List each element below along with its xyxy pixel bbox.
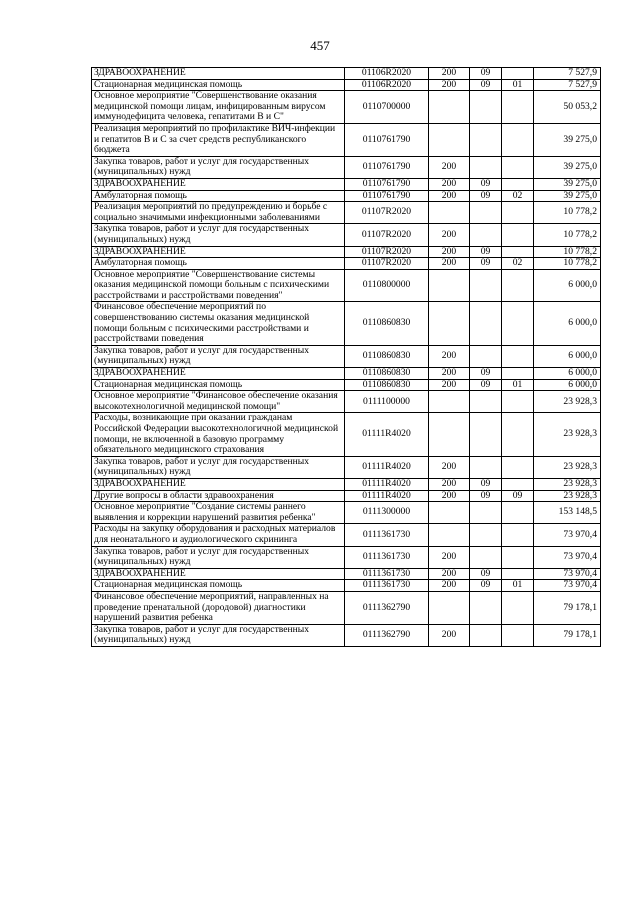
row-amount-cell: 79 178,1 [534, 591, 601, 624]
row-pr-cell [502, 391, 534, 413]
row-code-cell: 01111R4020 [345, 478, 429, 490]
row-code-cell: 0111361730 [345, 568, 429, 580]
table-row [92, 624, 601, 646]
table-row [92, 502, 601, 524]
row-rz-cell: 09 [470, 79, 502, 91]
row-vr-cell: 200 [429, 79, 470, 91]
row-name-cell: Стационарная медицинская помощь [92, 79, 345, 91]
row-code-cell: 0110800000 [345, 269, 429, 302]
row-vr-cell: 200 [429, 156, 470, 178]
row-amount-cell: 7 527,9 [534, 79, 601, 91]
row-amount-cell: 73 970,4 [534, 568, 601, 580]
row-rz-cell [470, 345, 502, 367]
row-amount-cell: 23 928,3 [534, 413, 601, 456]
row-name-cell: Расходы, возникающие при оказании гражданам Российской Федерации высокотехнологичной медицинской помощи, не включенной в базовую программу обязательного медицинского страхования [92, 413, 345, 456]
row-rz-cell: 09 [470, 246, 502, 258]
table-row [92, 345, 601, 367]
row-code-cell: 0110700000 [345, 91, 429, 124]
row-vr-cell [429, 391, 470, 413]
row-name-cell: Финансовое обеспечение мероприятий по совершенствованию системы оказания медицинской помощи больным с психическими расстройствами и расстройствами поведения [92, 302, 345, 345]
table-row [92, 224, 601, 246]
row-code-cell: 01107R2020 [345, 246, 429, 258]
row-code-cell: 01111R4020 [345, 413, 429, 456]
row-rz-cell: 09 [470, 478, 502, 490]
row-rz-cell [470, 123, 502, 156]
table-row [92, 156, 601, 178]
row-vr-cell: 200 [429, 546, 470, 568]
table-row [92, 302, 601, 345]
budget-table [91, 67, 601, 647]
row-rz-cell [470, 91, 502, 124]
table-row [92, 246, 601, 258]
row-vr-cell: 200 [429, 368, 470, 380]
row-code-cell: 0111361730 [345, 546, 429, 568]
row-amount-cell: 39 275,0 [534, 178, 601, 190]
row-name-cell: Амбулаторная помощь [92, 190, 345, 202]
row-name-cell: Закупка товаров, работ и услуг для государственных (муниципальных) нужд [92, 546, 345, 568]
table-row [92, 190, 601, 202]
row-name-cell: ЗДРАВООХРАНЕНИЕ [92, 178, 345, 190]
row-vr-cell [429, 502, 470, 524]
budget-table-body [92, 68, 601, 647]
row-amount-cell: 6 000,0 [534, 368, 601, 380]
row-amount-cell: 73 970,4 [534, 524, 601, 546]
row-name-cell: Закупка товаров, работ и услуг для государственных (муниципальных) нужд [92, 345, 345, 367]
row-rz-cell: 09 [470, 190, 502, 202]
row-name-cell: Другие вопросы в области здравоохранения [92, 490, 345, 502]
row-vr-cell: 200 [429, 568, 470, 580]
row-name-cell: Реализация мероприятий по предупреждению и борьбе с социально значимыми инфекционными заболеваниями [92, 202, 345, 224]
row-name-cell: Амбулаторная помощь [92, 258, 345, 270]
row-name-cell: ЗДРАВООХРАНЕНИЕ [92, 68, 345, 80]
row-vr-cell: 200 [429, 345, 470, 367]
row-vr-cell: 200 [429, 580, 470, 592]
row-rz-cell [470, 391, 502, 413]
row-amount-cell: 23 928,3 [534, 456, 601, 478]
row-pr-cell [502, 246, 534, 258]
row-vr-cell: 200 [429, 379, 470, 391]
row-vr-cell: 200 [429, 178, 470, 190]
row-amount-cell: 73 970,4 [534, 546, 601, 568]
table-row [92, 91, 601, 124]
row-rz-cell: 09 [470, 368, 502, 380]
row-vr-cell: 200 [429, 190, 470, 202]
row-code-cell: 0110860830 [345, 345, 429, 367]
row-amount-cell: 79 178,1 [534, 624, 601, 646]
row-name-cell: Реализация мероприятий по профилактике ВИЧ-инфекции и гепатитов B и C за счет средств республиканского бюджета [92, 123, 345, 156]
row-vr-cell [429, 524, 470, 546]
table-row [92, 258, 601, 270]
row-code-cell: 0110761790 [345, 123, 429, 156]
table-row [92, 568, 601, 580]
row-rz-cell [470, 456, 502, 478]
row-amount-cell: 23 928,3 [534, 478, 601, 490]
row-code-cell: 0110761790 [345, 178, 429, 190]
table-row [92, 379, 601, 391]
row-code-cell: 0110860830 [345, 379, 429, 391]
row-code-cell: 0111100000 [345, 391, 429, 413]
row-vr-cell: 200 [429, 490, 470, 502]
row-amount-cell: 39 275,0 [534, 156, 601, 178]
row-code-cell: 01106R2020 [345, 79, 429, 91]
row-code-cell: 01107R2020 [345, 258, 429, 270]
row-rz-cell: 09 [470, 490, 502, 502]
row-amount-cell: 10 778,2 [534, 246, 601, 258]
row-pr-cell: 02 [502, 258, 534, 270]
row-code-cell: 01111R4020 [345, 456, 429, 478]
row-pr-cell [502, 368, 534, 380]
page-number: 457 [310, 38, 330, 53]
table-row [92, 68, 601, 80]
row-name-cell: Закупка товаров, работ и услуг для государственных (муниципальных) нужд [92, 224, 345, 246]
row-vr-cell [429, 413, 470, 456]
row-amount-cell: 23 928,3 [534, 391, 601, 413]
row-vr-cell: 200 [429, 478, 470, 490]
table-row [92, 269, 601, 302]
row-name-cell: Стационарная медицинская помощь [92, 379, 345, 391]
row-vr-cell: 200 [429, 246, 470, 258]
row-amount-cell: 10 778,2 [534, 258, 601, 270]
row-pr-cell [502, 624, 534, 646]
row-amount-cell: 10 778,2 [534, 224, 601, 246]
row-rz-cell [470, 413, 502, 456]
row-rz-cell [470, 202, 502, 224]
row-vr-cell [429, 591, 470, 624]
row-pr-cell: 01 [502, 580, 534, 592]
row-pr-cell: 09 [502, 490, 534, 502]
row-rz-cell [470, 502, 502, 524]
row-rz-cell: 09 [470, 68, 502, 80]
row-amount-cell: 153 148,5 [534, 502, 601, 524]
row-code-cell: 0111361730 [345, 524, 429, 546]
row-rz-cell: 09 [470, 178, 502, 190]
row-pr-cell [502, 91, 534, 124]
table-row [92, 580, 601, 592]
row-vr-cell [429, 269, 470, 302]
row-name-cell: Закупка товаров, работ и услуг для государственных (муниципальных) нужд [92, 624, 345, 646]
row-rz-cell: 09 [470, 580, 502, 592]
row-pr-cell: 01 [502, 79, 534, 91]
row-name-cell: ЗДРАВООХРАНЕНИЕ [92, 368, 345, 380]
row-name-cell: Основное мероприятие "Совершенствование оказания медицинской помощи лицам, инфицированным вирусом иммунодефицита человека, гепатитами B и C" [92, 91, 345, 124]
row-rz-cell [470, 269, 502, 302]
row-rz-cell [470, 156, 502, 178]
row-name-cell: Стационарная медицинская помощь [92, 580, 345, 592]
row-vr-cell: 200 [429, 624, 470, 646]
row-amount-cell: 6 000,0 [534, 302, 601, 345]
table-row [92, 413, 601, 456]
row-rz-cell [470, 524, 502, 546]
row-name-cell: Финансовое обеспечение мероприятий, направленных на проведение пренатальной (дородовой) диагностики нарушений развития ребенка [92, 591, 345, 624]
table-row [92, 123, 601, 156]
row-vr-cell: 200 [429, 68, 470, 80]
row-amount-cell: 50 053,2 [534, 91, 601, 124]
row-vr-cell [429, 202, 470, 224]
table-row [92, 456, 601, 478]
row-pr-cell [502, 156, 534, 178]
table-row [92, 546, 601, 568]
row-amount-cell: 39 275,0 [534, 123, 601, 156]
row-code-cell: 0111362790 [345, 624, 429, 646]
row-pr-cell [502, 302, 534, 345]
row-amount-cell: 6 000,0 [534, 379, 601, 391]
row-rz-cell [470, 546, 502, 568]
row-pr-cell [502, 502, 534, 524]
row-name-cell: ЗДРАВООХРАНЕНИЕ [92, 568, 345, 580]
table-row [92, 79, 601, 91]
row-code-cell: 0110761790 [345, 156, 429, 178]
row-rz-cell: 09 [470, 568, 502, 580]
row-rz-cell [470, 302, 502, 345]
row-code-cell: 0111361730 [345, 580, 429, 592]
row-pr-cell [502, 269, 534, 302]
row-pr-cell: 02 [502, 190, 534, 202]
row-pr-cell [502, 478, 534, 490]
row-amount-cell: 10 778,2 [534, 202, 601, 224]
row-amount-cell: 7 527,9 [534, 68, 601, 80]
table-row [92, 178, 601, 190]
row-code-cell: 0111300000 [345, 502, 429, 524]
row-amount-cell: 23 928,3 [534, 490, 601, 502]
row-pr-cell [502, 546, 534, 568]
table-row [92, 524, 601, 546]
row-amount-cell: 39 275,0 [534, 190, 601, 202]
row-pr-cell [502, 591, 534, 624]
row-pr-cell [502, 345, 534, 367]
row-code-cell: 01107R2020 [345, 224, 429, 246]
table-row [92, 391, 601, 413]
row-amount-cell: 6 000,0 [534, 345, 601, 367]
row-code-cell: 0110761790 [345, 190, 429, 202]
row-rz-cell [470, 624, 502, 646]
row-pr-cell [502, 524, 534, 546]
row-rz-cell [470, 224, 502, 246]
row-pr-cell [502, 413, 534, 456]
row-pr-cell [502, 456, 534, 478]
row-name-cell: Основное мероприятие "Совершенствование системы оказания медицинской помощи больным с психическими расстройствами и расстройствами поведения" [92, 269, 345, 302]
row-name-cell: Закупка товаров, работ и услуг для государственных (муниципальных) нужд [92, 456, 345, 478]
row-pr-cell: 01 [502, 379, 534, 391]
row-pr-cell [502, 202, 534, 224]
table-row [92, 368, 601, 380]
row-code-cell: 01111R4020 [345, 490, 429, 502]
row-pr-cell [502, 68, 534, 80]
table-row [92, 202, 601, 224]
table-row [92, 490, 601, 502]
row-code-cell: 0110860830 [345, 368, 429, 380]
row-vr-cell [429, 123, 470, 156]
row-rz-cell: 09 [470, 379, 502, 391]
row-vr-cell: 200 [429, 224, 470, 246]
row-vr-cell: 200 [429, 456, 470, 478]
row-rz-cell [470, 591, 502, 624]
table-row [92, 591, 601, 624]
row-name-cell: Основное мероприятие "Финансовое обеспечение оказания высокотехнологичной медицинской помощи" [92, 391, 345, 413]
row-code-cell: 01106R2020 [345, 68, 429, 80]
row-amount-cell: 73 970,4 [534, 580, 601, 592]
row-vr-cell [429, 91, 470, 124]
row-vr-cell: 200 [429, 258, 470, 270]
row-code-cell: 0110860830 [345, 302, 429, 345]
row-amount-cell: 6 000,0 [534, 269, 601, 302]
row-name-cell: Основное мероприятие "Создание системы раннего выявления и коррекции нарушений развития ребенка" [92, 502, 345, 524]
row-pr-cell [502, 224, 534, 246]
row-code-cell: 0111362790 [345, 591, 429, 624]
row-pr-cell [502, 568, 534, 580]
row-name-cell: Закупка товаров, работ и услуг для государственных (муниципальных) нужд [92, 156, 345, 178]
row-name-cell: ЗДРАВООХРАНЕНИЕ [92, 246, 345, 258]
table-row [92, 478, 601, 490]
row-name-cell: ЗДРАВООХРАНЕНИЕ [92, 478, 345, 490]
row-pr-cell [502, 178, 534, 190]
row-vr-cell [429, 302, 470, 345]
row-code-cell: 01107R2020 [345, 202, 429, 224]
row-pr-cell [502, 123, 534, 156]
row-rz-cell: 09 [470, 258, 502, 270]
row-name-cell: Расходы на закупку оборудования и расходных материалов для неонатального и аудиологического скрининга [92, 524, 345, 546]
